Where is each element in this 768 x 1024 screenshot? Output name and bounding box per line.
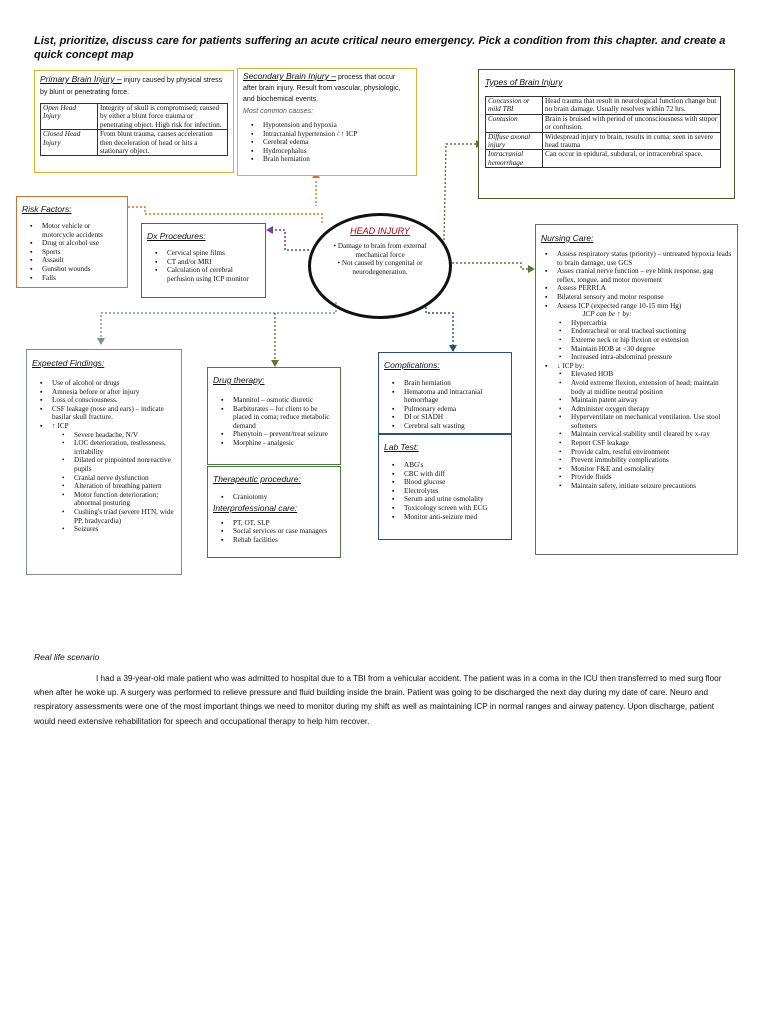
list-item: ▪ Hypotension and hypoxia [263,121,411,130]
list-item: ▪ Monitor anti-seizure med [404,513,506,522]
findings-list [32,379,176,431]
primary-table [40,103,228,156]
list-item: ▪ Assess ICP (expected range 10-15 mm Hg) [557,302,732,311]
secondary-injury-box [237,68,417,176]
secondary-causes-label: Most common causes: [243,108,314,115]
list-item: • Hypercarbia [571,319,732,328]
list-item: • Cushing's triad (severe HTN, wide PP, bradycardia) [74,508,176,525]
interprofessional-heading: Interprofessional care: [213,502,298,513]
table-row [41,104,228,130]
list-item: ▪ Hydrocephalus [263,147,411,156]
table-row [486,114,721,132]
list-item: ▪ Falls [42,274,122,283]
drug-heading: Drug therapy: [213,375,265,385]
table-cell: Head trauma that result in neurological function change but no brain damage. Usually resolves within 72 hrs. [543,97,721,115]
table-cell: Integrity of skull is compromised; caused by either a blunt force trauma or penetrating object. High risk for infection. [98,104,228,130]
list-item: ▪ Toxicology screen with ECG [404,504,506,513]
list-item-text: Not caused by congenital or neurodegeneration. [341,259,423,276]
list-item: ▪ Amnesia before or after injury [52,388,176,397]
list-item: ▪ CSF leakage (nose and ears) – indicate basilar skull fracture. [52,405,176,422]
nursing-care-box [535,224,738,555]
list-item: ▪ Assess respiratory status (priority) – untreated hypoxia leads to brain damage, use GCS [557,250,732,267]
types-heading: Types of Brain Injury [485,77,563,87]
list-item: ▪ Rehab facilities [233,536,335,545]
table-row [486,150,721,168]
list-item: ▪ Cerebral salt wasting [404,422,506,431]
list-item: • Administer oxygen therapy [571,405,732,414]
arrow-complications [449,345,457,352]
therapeutic-heading: Therapeutic procedure: [213,474,301,484]
list-item: • Alteration of breathing pattern [74,482,176,491]
therapeutic-list [213,493,335,502]
list-item: • Monitor F&E and osmolality [571,465,732,474]
table-row [41,130,228,156]
icp-up-label: ICP can be ↑ by: [583,310,632,319]
lab-test-box [378,434,512,540]
list-item: ▪ Electrolytes [404,487,506,496]
list-item: ▪ CT and/or MRI [167,258,260,267]
scenario-heading: Real life scenario [34,652,100,662]
list-item: ▪ Gunshot wounds [42,265,122,274]
list-item: • Maintain cervical stability until cleared by x-ray [571,430,732,439]
list-item: ▪ Calculation of cerebral perfusion using ICP monitor [167,266,260,283]
scenario-text: I had a 39-year-old male patient who was admitted to hospital due to a TBI from a vehicular accident. The patient was in a coma in the ICU then transferred to med surg floor when after he woke up. A surgery was performed to relieve pressure and fluid building inside the brain. Patient was going to be discharged the next day during my date of care. Neuro and respiratory assessments were one of the most important things we need to monitor during my shift as well as maintaining ICP in normal ranges and airway patency. Upon discharge, patient would need extensive rehabilitation for speech and occupational therapy to help him recover. [34,674,722,726]
table-row [486,132,721,150]
primary-description: injury caused by physical stress by blunt or penetrating force. [40,77,223,96]
dx-list [147,249,260,283]
page-title: List, prioritize, discuss care for patients suffering an acute critical neuro emergency. Pick a condition from this chapter. and create a quick concept map [34,35,726,61]
list-item: • Provide fluids [571,473,732,482]
list-item: • Prevent immobility complications [571,456,732,465]
list-item: ▪ Loss of consciousness. [52,396,176,405]
head-injury-list [311,242,449,276]
icp-down-label: ▪ ↓ ICP by: [557,362,732,371]
secondary-causes-list [243,121,411,164]
list-item: • Cranial nerve dysfunction [74,474,176,483]
list-item: ▪ PT, OT, SLP [233,519,335,528]
list-item: ▪ Asses cranial nerve function – eye blink response, gag reflex, tongue, and motor movement [557,267,732,284]
list-item: • Provide calm, restful environment [571,448,732,457]
list-item: ▪ Blood glucose [404,478,506,487]
list-item: ▪ Cervical spine films [167,249,260,258]
arrow-drug [271,360,279,367]
list-item: • Seizures [74,525,176,534]
findings-heading: Expected Findings: [32,358,105,368]
connector-types [444,144,478,240]
lab-heading: Lab Test: [384,442,419,452]
list-item: • Elevated HOB [571,370,732,379]
drug-list [213,396,335,448]
list-item: • LOC deterioration, restlessness, irritability [74,439,176,456]
complications-list [384,379,506,431]
list-item: • Maintain HOB at <30 degree [571,345,732,354]
table-cell: Concussion or mild TBI [486,97,543,115]
list-item: ▪ CBC with diff [404,470,506,479]
list-item: ▪ Serum and urine osmolality [404,495,506,504]
list-item: ▪ Social services or case managers [233,527,335,536]
list-item: • Report CSF leakage [571,439,732,448]
risk-factors-box [16,196,128,288]
list-item: ▪ Barbiturates – for client to be placed in coma; reduce metabolic demand [233,405,335,431]
connector-dx [272,230,309,250]
head-injury-node [308,213,452,319]
list-item: ▪ Cerebral edema [263,138,411,147]
list-item: • Damage to brain from external mechanical force [333,242,427,259]
lab-list [384,461,506,521]
table-cell: Can occur in epidural, subdural, or intracerebral space. [543,150,721,168]
types-box [478,69,735,199]
icp-down-heading-list [541,362,732,371]
list-item: • Hyperventilate on mechanical ventilation. Use stool softeners [571,413,732,430]
secondary-description: process that occur after brain injury. Result from vascular, physiologic, and biochemical events. [243,74,401,103]
dx-heading: Dx Procedures: [147,231,206,241]
connector-complications [426,307,453,346]
therapeutic-box [207,466,341,558]
list-item: • Severe headache, N/V [74,431,176,440]
list-item: ▪ Motor vehicle or motorcycle accidents [42,222,122,239]
icp-up-list [541,319,732,362]
nursing-list [541,250,732,310]
list-item: ▪ Morphine - analgesic [233,439,335,448]
table-cell: Open Head Injury [41,104,98,130]
icp-down-list [541,370,732,490]
list-item: ▪ Hematoma and intracranial hemorrhage [404,388,506,405]
table-cell: Brain is bruised with period of unconsciousness with stupor or confusion. [543,114,721,132]
list-item: ▪ Assault [42,256,122,265]
list-item-text: Damage to brain from external mechanical force [337,242,427,259]
drug-therapy-box [207,367,341,465]
primary-heading: Primary Brain Injury – [40,74,122,84]
connector-findings [101,302,336,340]
complications-box [378,352,512,434]
risk-heading: Risk Factors: [22,204,72,214]
list-item: ▪ Brain herniation [404,379,506,388]
list-item: • Extreme neck or hip flexion or extension [571,336,732,345]
list-item: ▪ Drug or alcohol use [42,239,122,248]
list-item: ▪ DI or SIADH [404,413,506,422]
list-item: ▪ Intracranial hypertension / ↑ ICP [263,130,411,139]
dx-procedures-box [141,223,266,298]
list-item: • Motor function deterioration; abnormal posturing [74,491,176,508]
list-item: ▪ Bilateral sensory and motor response [557,293,732,302]
list-item: • Avoid extreme flexion, extension of head; maintain body at midline neutral position [571,379,732,396]
list-item: • Maintain safety, initiate seizure precautions [571,482,732,491]
head-injury-title: HEAD INJURY [350,226,410,236]
connector-risk [128,207,322,224]
arrow-findings [97,338,105,345]
list-item: • Not caused by congenital or neurodegeneration. [337,259,423,276]
nursing-heading: Nursing Care: [541,233,594,243]
list-item: • Increased intra-abdominal pressure [571,353,732,362]
list-item: ▪ Brain herniation [263,155,411,164]
interprofessional-list [213,519,335,545]
expected-findings-box [26,349,182,575]
primary-injury-box [34,70,234,173]
list-item: ▪ Mannitol – osmotic diuretic [233,396,335,405]
arrow-dx [266,226,273,234]
types-table [485,96,721,168]
table-cell: Closed Head Injury [41,130,98,156]
icp-signs-list [32,431,176,534]
list-item: ▪ Phenytoin – prevent/treat seizure [233,430,335,439]
list-item: ▪ Pulmonary edema [404,405,506,414]
table-row [486,97,721,115]
connector-nursing [452,263,530,269]
list-item: ▪ Use of alcohol or drugs [52,379,176,388]
table-cell: Diffuse axonal injury [486,132,543,150]
list-item: ▪ Sports [42,248,122,257]
list-item: • Dilated or pinpointed nonreactive pupils [74,456,176,473]
risk-list [22,222,122,282]
list-item: • Maintain patent airway [571,396,732,405]
list-item: ▪ Craniotomy [233,493,335,502]
list-item: ▪ ↑ ICP [52,422,176,431]
table-cell: Intracranial hemorrhage [486,150,543,168]
table-cell: From blunt trauma, causes acceleration then deceleration of head or hits a stationary object. [98,130,228,156]
table-cell: Widespread injury to brain, results in coma; seen in severe head trauma [543,132,721,150]
table-cell: Contusion [486,114,543,132]
complications-heading: Complications: [384,360,440,370]
list-item: • Endotracheal or oral tracheal suctioning [571,327,732,336]
list-item: ▪ Assess PERRLA [557,284,732,293]
arrow-nursing [528,265,535,273]
list-item: ▪ ABG's [404,461,506,470]
secondary-heading: Secondary Brain Injury – [243,71,337,81]
